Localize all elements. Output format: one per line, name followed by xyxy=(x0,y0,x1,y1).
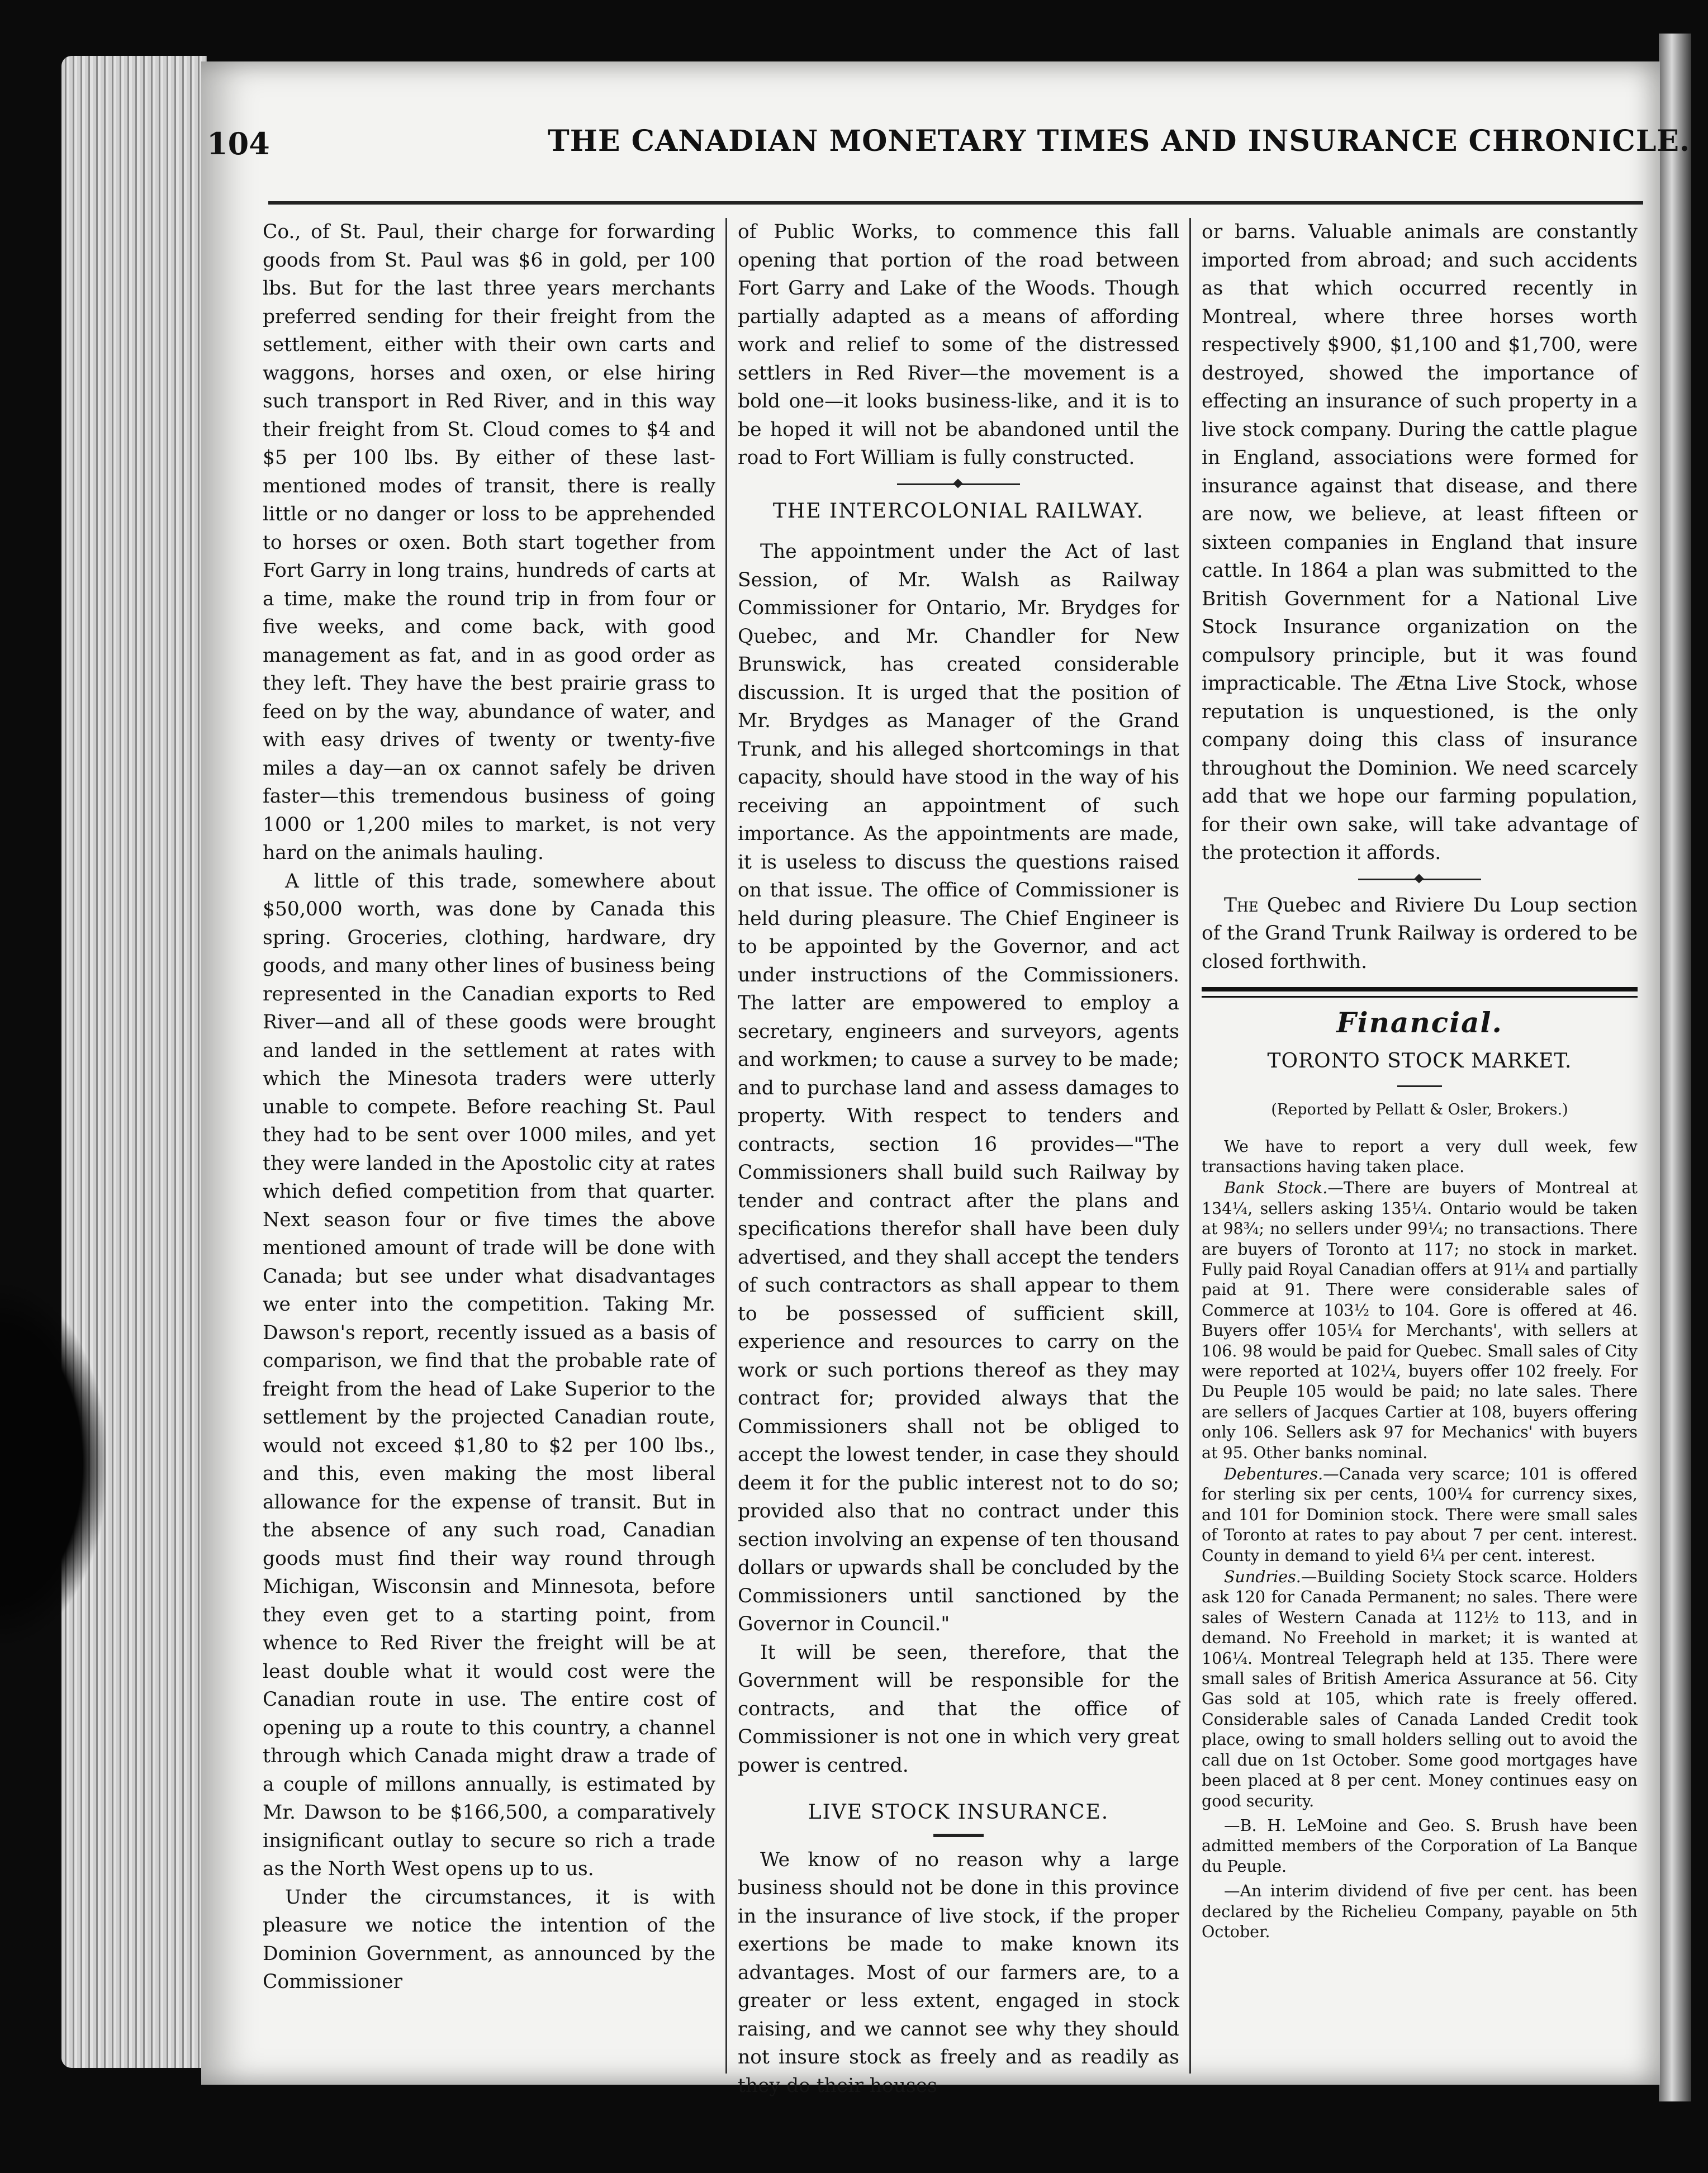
heading-underline xyxy=(1397,1085,1442,1087)
section-thick-rule xyxy=(1202,987,1638,991)
section-divider xyxy=(1358,879,1481,880)
article-paragraph: The appointment under the Act of last Session, of Mr. Walsh as Railway Commissioner for Ontario, Mr. Brydges for Quebec, and Mr. Chandler for New Brunswick, has created considerable discussion. It is urged that the position of Mr. Brydges as Manager of the Grand Trunk, and his alleged shortcomings in that capacity, should have stood in the way of his receiving an appointment of such importance. As the appointments are made, it is useless to discuss the questions raised on that issue. The office of Commissioner is held during pleasure. The Chief Engineer is to be appointed by the Governor, and act under instructions of the Commissioners. The latter are empowered to employ a secretary, engineers and surveyors, agents and workmen; to cause a survey to be made; and to purchase land and assess damages to property. With respect to tenders and contracts, section 16 provides—"The Commissioners shall build such Railway by tender and contract after the plans and specifications therefor shall have been duly advertised, and they shall accept the tenders of such contractors as shall appear to them to be possessed of sufficient skill, experience and resources to carry on the work or such portions thereof as they may contract for; provided always that the Commissioners shall not be obliged to accept the lowest tender, in case they should deem it for the public interest not to do so; provided also that no contract under this section involving an expense of ten thousand dollars or upwards shall be concluded by the Commissioners until sanctioned by the Governor in Council." xyxy=(738,540,1179,1635)
article-paragraph: of Public Works, to commence this fall opening that portion of the road between Fort Garry and Lake of the Woods. Though partially adapted as a means of affording work and relief to some of the distressed settlers in Red River—the movement is a bold one—it looks business-like, and it is to be hoped it will not be abandoned until the road to Fort William is fully constructed. xyxy=(738,221,1179,469)
article-paragraph: A little of this trade, somewhere about $50,000 worth, was done by Canada this spring. Groceries, clothing, hardware, dry goods, and many other lines of business being represented in the Canadian exports to Red River—and all of these goods were brought and landed in the settlement at rates with which the Minesota traders were utterly unable to compete. Before reaching St. Paul they had to be sent over 1000 miles, and yet they were landed in the Apostolic city at rates which defied competition from that quarter. Next season four or five times the above mentioned amount of trade will be done with Canada; but see under what disadvantages we enter into the competition. Taking Mr. Dawson's report, recently issued as a basis of comparison, we find that the probable rate of freight from the head of Lake Superior to the settlement by the projected Canadian route, would not exceed $1,80 to $2 per 100 lbs., and this, even making the most liberal allowance for the expense of transit. But in the absence of any such road, Canadian goods must find their way round through Michigan, Wisconsin and Minnesota, before they even get to a starting point, from whence to Red River the freight will be at least double what it would cost were the Canadian route in use. The entire cost of opening up a route to this country, a channel through which Canada might draw a trade of a couple of millons annually, is estimated by Mr. Dawson to be $166,500, a comparatively insignificant outlay to secure so rich a trade as the North West opens up to us. xyxy=(263,870,715,1880)
thumb-shadow xyxy=(0,1285,106,1643)
book-right-edge xyxy=(1659,34,1691,2101)
sundries-paragraph xyxy=(1202,1567,1638,1811)
column-divider xyxy=(1189,218,1191,2074)
note-lemoine: —B. H. LeMoine and Geo. S. Brush have been admitted members of the Corporation of La Banque du Peuple. xyxy=(1202,1816,1638,1876)
article-paragraph: It will be seen, therefore, that the Government will be responsible for the contracts, and that the office of Commissioner is not one in which very great power is centred. xyxy=(738,1641,1179,1777)
page-number: 104 xyxy=(207,126,270,162)
notice-text: Quebec and Riviere Du Loup section of the Grand Trunk Railway is ordered to be closed forthwith. xyxy=(1202,894,1638,973)
section-thin-rule xyxy=(1202,996,1638,998)
article-paragraph: Under the circumstances, it is with pleasure we notice the intention of the Dominion Government, as announced by the Commissioner xyxy=(263,1886,715,1993)
market-report xyxy=(1202,1137,1638,1943)
debentures-paragraph xyxy=(1202,1464,1638,1566)
section-heading-railway: THE INTERCOLONIAL RAILWAY. xyxy=(772,499,1145,523)
article-paragraph: We know of no reason why a large business should not be done in this province in the insurance of live stock, if the proper exertions be made to make known its advantages. Most of our farmers are, to a greater or less extent, engaged in stock raising, and we cannot see why they should not insure stock as freely and as readily as they do their houses xyxy=(738,1848,1179,2097)
debentures-text: —Canada very scarce; 101 is offered for sterling six per cents, 100¼ for currency sixes, and 101 for Dominion stock. There were small sales of Toronto at rates to pay about 7 per cent. interest. County in demand to yield 6¼ per cent. interest. xyxy=(1202,1465,1638,1565)
heading-underline xyxy=(933,1834,984,1837)
article-paragraph: or barns. Valuable animals are constantly imported from abroad; and such accidents as that which occurred recently in Montreal, where three horses worth respectively $900, $1,100 and $1,700, were destroyed, showed the importance of effecting an insurance of such property in a live stock company. During the cattle plague in England, associations were formed for insurance against that disease, and there are now, we believe, at least fifteen or sixteen companies in England that insure cattle. In 1864 a plan was submitted to the British Government for a National Live Stock Insurance organization on the compulsory principle, but it was found impracticable. The Ætna Live Stock, whose reputation is unquestioned, is the only company doing this class of insurance throughout the Dominion. We need scarcely add that we hope our farming population, for their own sake, will take advantage of the protection it affords. xyxy=(1202,221,1638,864)
book-page-edges xyxy=(61,56,207,2068)
market-intro: We have to report a very dull week, few transactions having taken place. xyxy=(1202,1137,1638,1176)
financial-title: Financial. xyxy=(1336,1006,1503,1039)
running-title: THE CANADIAN MONETARY TIMES AND INSURANCE CHRONICLE. xyxy=(548,124,1691,158)
column-left xyxy=(263,218,715,2079)
column-right xyxy=(1202,218,1638,2079)
header-rule xyxy=(268,201,1643,205)
notice-lead: The xyxy=(1224,894,1259,917)
bank-stock-paragraph xyxy=(1202,1178,1638,1463)
column-middle xyxy=(738,218,1179,2097)
bank-stock-text: —There are buyers of Montreal at 134¼, sellers asking 135¼. Ontario would be taken at 98¾; no sellers under 99¼; no transactions. There are buyers of Toronto at 117; no stock in market. Fully paid Royal Canadian offers at 91¼ and partially paid at 91. There were considerable sales of Commerce at 103½ to 104. Gore is offered at 46. Buyers offer 105¼ for Merchants', with sellers at 106. 98 would be paid for Quebec. Small sales of City were reported at 102¼, buyers offer 102 freely. For Du Peuple 105 would be paid; no late sales. There are sellers of Jacques Cartier at 108, buyers offering only 106. Sellers ask 97 for Mechanics' with buyers at 95. Other banks nominal. xyxy=(1202,1179,1638,1462)
section-divider xyxy=(897,483,1020,485)
article-paragraph: Co., of St. Paul, their charge for forwarding goods from St. Paul was $6 in gold, per 100 lbs. But for the last three years merchants preferred sending for their freight from the settlement, either with their own carts and waggons, horses and oxen, or else hiring such transport in Red River, and in this way their freight from St. Cloud comes to $4 and $5 per 100 lbs. By either of these last-mentioned modes of transit, there is really little or no danger or loss to be apprehended to horses or oxen. Both start together from Fort Garry in long trains, hundreds of carts at a time, make the round trip in from four or five weeks, and come back, with good management as fat, and in as good order as they left. They have the best prairie grass to feed on by the way, abundance of water, and with easy drives of twenty or twenty-five miles a day—an ox cannot safely be driven faster—this tremendous business of going 1000 or 1,200 miles to market, is not very hard on the animals hauling. xyxy=(263,221,715,864)
newspaper-page xyxy=(201,61,1691,2097)
column-divider xyxy=(725,218,727,2074)
section-heading-livestock: LIVE STOCK INSURANCE. xyxy=(808,1801,1109,1824)
bank-stock-label: Bank Stock. xyxy=(1224,1179,1328,1198)
note-dividend: —An interim dividend of five per cent. has been declared by the Richelieu Company, payable on 5th October. xyxy=(1202,1882,1638,1941)
notice-paragraph xyxy=(1202,891,1638,976)
reported-by: (Reported by Pellatt & Osler, Brokers.) xyxy=(1271,1101,1568,1118)
sundries-label: Sundries. xyxy=(1224,1568,1301,1587)
debentures-label: Debentures. xyxy=(1224,1465,1323,1483)
sundries-text: —Building Society Stock scarce. Holders ask 120 for Canada Permanent; no sales. There were sales of Western Canada at 112½ to 113, and in demand. No Freehold in market; it is wanted at 106¼. Montreal Telegraph held at 135. There were small sales of British America Assurance at 56. City Gas sold at 105, which rate is freely offered. Considerable sales of Canada Landed Credit took place, owing to small holders selling out to avoid the call due on 1st October. Some good mortgages have been placed at 8 per cent. Money continues easy on good security. xyxy=(1202,1568,1638,1810)
market-heading: TORONTO STOCK MARKET. xyxy=(1267,1049,1572,1073)
